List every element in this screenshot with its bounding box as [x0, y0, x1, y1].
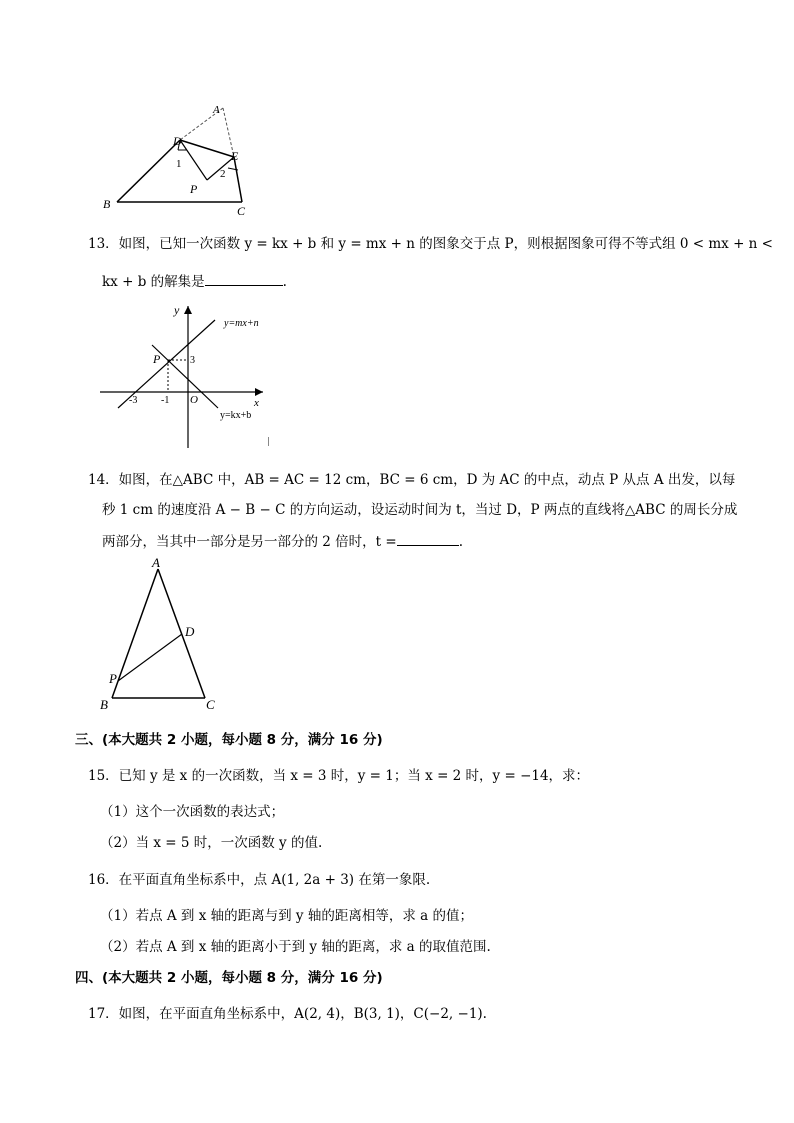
label-e: E: [231, 149, 239, 163]
figure-artifact-mark: [268, 437, 269, 446]
q16-sub-1: （1）若点 A 到 x 轴的距离与到 y 轴的距离相等，求 a 的值；: [100, 908, 473, 924]
y-axis-label: y: [174, 303, 180, 317]
q14-answer-blank[interactable]: [397, 531, 459, 546]
origin-label: O: [190, 394, 198, 406]
line-kx-label: y=kx+b: [220, 410, 252, 421]
label-angle-1: 1: [176, 158, 182, 170]
label-p: P: [190, 182, 198, 196]
label-c: C: [237, 204, 246, 215]
q15-sub-1: （1）这个一次函数的表达式；: [100, 804, 285, 820]
q14-line-1: 14．如图，在△ABC 中，AB = AC = 12 cm，BC = 6 cm，D 为 AC 的中点，动点 P 从点 A 出发，以每: [88, 472, 736, 488]
tri-label-p: P: [109, 671, 117, 686]
q13-answer-blank[interactable]: [205, 271, 283, 286]
q14-line-3-end: .: [458, 534, 463, 550]
q16-line-1: 16．在平面直角坐标系中，点 A(1, 2a + 3) 在第一象限.: [88, 872, 431, 888]
q13-line-2-end: .: [282, 274, 287, 290]
q15-sub-2: （2）当 x = 5 时，一次函数 y 的值.: [100, 835, 323, 851]
x-axis-label: x: [254, 397, 259, 409]
q13-line-2: [102, 270, 287, 290]
q14-line-2: 秒 1 cm 的速度沿 A − B − C 的方向运动，设运动时间为 t，当过 D，P 两点的直线将△ABC 的周长分成: [102, 502, 738, 518]
figure-q13: [100, 300, 280, 450]
point-p-label: P: [153, 352, 161, 366]
tri-label-d: D: [185, 624, 195, 639]
figure-q12: [95, 95, 265, 215]
section-4-heading: 四、(本大题共 2 小题，每小题 8 分，满分 16 分): [75, 970, 383, 986]
label-angle-2: 2: [220, 168, 226, 180]
tick-neg-1: -1: [161, 395, 170, 406]
tick-neg-3: -3: [129, 395, 138, 406]
q13-line-1: 13．如图，已知一次函数 y = kx + b 和 y = mx + n 的图象交于点 P，则根据图象可得不等式组 0 < mx + n <: [88, 236, 773, 252]
figure-q14: [100, 555, 230, 715]
q17-line-1: 17．如图，在平面直角坐标系中，A(2, 4)，B(3, 1)，C(−2, −1).: [88, 1006, 487, 1022]
tri-label-b: B: [100, 697, 108, 712]
q14-line-3-text: 两部分，当其中一部分是另一部分的 2 倍时，t =: [102, 534, 397, 550]
label-a: A: [213, 104, 220, 116]
label-b: B: [103, 197, 111, 211]
q13-line-2-text: kx + b 的解集是: [102, 274, 205, 290]
tick-3: 3: [190, 355, 195, 366]
tri-label-a: A: [152, 555, 160, 570]
q14-line-3: [102, 530, 463, 550]
q15-line-1: 15．已知 y 是 x 的一次函数，当 x = 3 时，y = 1；当 x = 2 时，y = −14，求：: [88, 768, 590, 784]
label-d: D: [173, 134, 182, 148]
section-3-heading: 三、(本大题共 2 小题，每小题 8 分，满分 16 分): [75, 732, 383, 748]
tri-label-c: C: [206, 697, 215, 712]
q16-sub-2: （2）若点 A 到 x 轴的距离小于到 y 轴的距离，求 a 的取值范围.: [100, 939, 491, 955]
line-mx-label: y=mx+n: [224, 318, 259, 329]
